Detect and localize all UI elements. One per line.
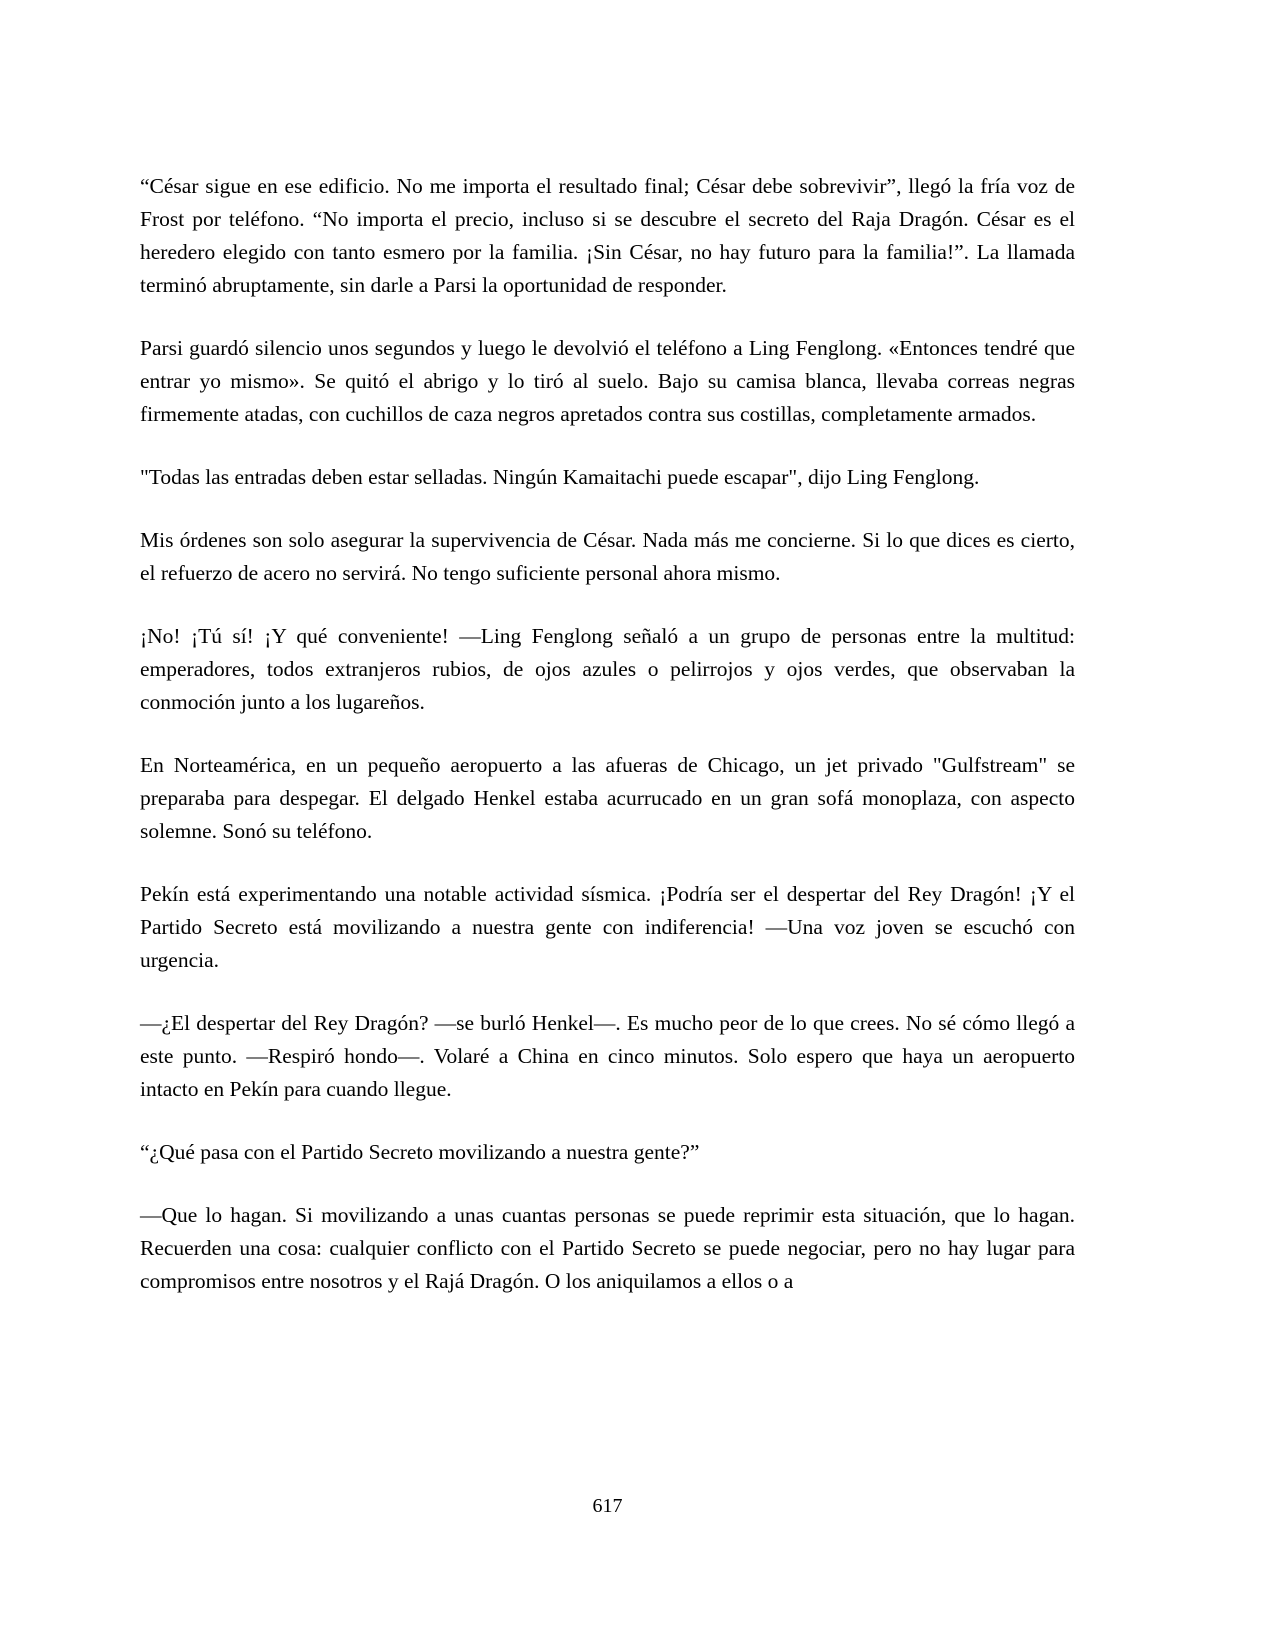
paragraph: “César sigue en ese edificio. No me importa el resultado final; César debe sobrevivir”, llegó la fría voz de Frost por teléfono. “No importa el precio, incluso si se descubre el secreto del Raja Dragón. César es el heredero elegido con tanto esmero por la familia. ¡Sin César, no hay futuro para la familia!”. La llamada terminó abruptamente, sin darle a Parsi la oportunidad de responder. — [140, 174, 1075, 297]
paragraph: —¿El despertar del Rey Dragón? —se burló Henkel—. Es mucho peor de lo que crees. No sé cómo llegó a este punto. —Respiró hondo—. Volaré a China en cinco minutos. Solo espero que haya un aeropuerto intacto en Pekín para cuando llegue. — [140, 1011, 1075, 1101]
page-content — [140, 170, 1075, 1298]
paragraph: Parsi guardó silencio unos segundos y luego le devolvió el teléfono a Ling Fenglong. «Entonces tendré que entrar yo mismo». Se quitó el abrigo y lo tiró al suelo. Bajo su camisa blanca, llevaba correas negras firmemente atadas, con cuchillos de caza negros apretados contra sus costillas, completamente armados. — [140, 336, 1075, 426]
page-number: 617 — [592, 1495, 623, 1517]
paragraph: —Que lo hagan. Si movilizando a unas cuantas personas se puede reprimir esta situación, que lo hagan. Recuerden una cosa: cualquier conflicto con el Partido Secreto se puede negociar, pero no hay lugar para compromisos entre nosotros y el Rajá Dragón. O los aniquilamos a ellos o a — [140, 1203, 1075, 1293]
paragraph: Mis órdenes son solo asegurar la supervivencia de César. Nada más me concierne. Si lo que dices es cierto, el refuerzo de acero no servirá. No tengo suficiente personal ahora mismo. — [140, 528, 1075, 585]
paragraph: En Norteamérica, en un pequeño aeropuerto a las afueras de Chicago, un jet privado "Gulfstream" se preparaba para despegar. El delgado Henkel estaba acurrucado en un gran sofá monoplaza, con aspecto solemne. Sonó su teléfono. — [140, 753, 1075, 843]
paragraph: “¿Qué pasa con el Partido Secreto movilizando a nuestra gente?” — [140, 1140, 700, 1164]
paragraph: Pekín está experimentando una notable actividad sísmica. ¡Podría ser el despertar del Rey Dragón! ¡Y el Partido Secreto está movilizando a nuestra gente con indiferencia! —Una voz joven se escuchó con urgencia. — [140, 882, 1075, 972]
paragraph: "Todas las entradas deben estar selladas. Ningún Kamaitachi puede escapar", dijo Ling Fenglong. — [140, 465, 980, 489]
paragraph: ¡No! ¡Tú sí! ¡Y qué conveniente! —Ling Fenglong señaló a un grupo de personas entre la multitud: emperadores, todos extranjeros rubios, de ojos azules o pelirrojos y ojos verdes, que observaban la conmoción junto a los lugareños. — [140, 624, 1075, 714]
